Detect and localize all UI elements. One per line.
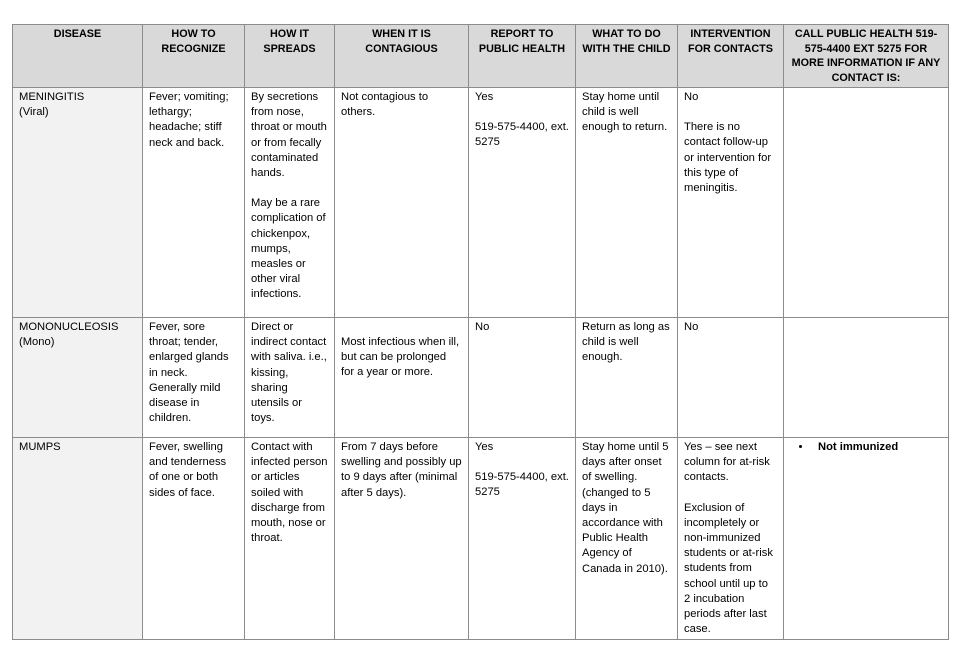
report-answer: Yes <box>475 91 494 103</box>
table-row-mononucleosis <box>13 318 949 438</box>
cell-contagious <box>335 318 469 438</box>
header-row <box>13 25 949 88</box>
cell-disease <box>13 318 143 438</box>
disease-subtype: (Viral) <box>19 106 49 119</box>
intervention-note: Exclusion of incompletely or non-immunized students or at-risk students from school until up to 2 incubation periods after last case. <box>684 501 773 636</box>
cell-spreads: Contact with infected person or articles soiled with discharge from mouth, nose or throat. <box>245 438 335 640</box>
spreads-text: By secretions from nose, throat or mouth or from fecally contaminated hands. <box>251 91 327 180</box>
disease-name: MENINGITIS <box>19 91 85 103</box>
table-row-meningitis <box>13 88 949 318</box>
cell-spreads: Direct or indirect contact with saliva. i.e., kissing, sharing utensils or toys. <box>245 318 335 438</box>
cell-report <box>469 88 576 318</box>
cell-call <box>784 438 949 640</box>
cell-disease <box>13 438 143 640</box>
disease-table <box>12 24 949 640</box>
cell-spreads <box>245 88 335 318</box>
cell-recognize: Fever, swelling and tenderness of one or both sides of face. <box>143 438 245 640</box>
header-what-to-do: WHAT TO DO WITH THE CHILD <box>576 25 678 88</box>
header-how-to-recognize: HOW TO RECOGNIZE <box>143 25 245 88</box>
intervention-answer: Yes – see next column for at-risk contacts. <box>684 441 770 484</box>
cell-intervention <box>678 438 784 640</box>
cell-child: Stay home until child is well enough to return. <box>576 88 678 318</box>
report-answer: Yes <box>475 441 494 453</box>
header-call-public-health: CALL PUBLIC HEALTH 519-575-4400 EXT 5275 FOR MORE INFORMATION IF ANY CONTACT IS: <box>784 25 949 88</box>
header-intervention: INTERVENTION FOR CONTACTS <box>678 25 784 88</box>
table-row-mumps <box>13 438 949 640</box>
cell-contagious: From 7 days before swelling and possibly up to 9 days after (minimal after 5 days). <box>335 438 469 640</box>
cell-child: Return as long as child is well enough. <box>576 318 678 438</box>
cell-disease <box>13 88 143 318</box>
spreads-note: May be a rare complication of chickenpox, mumps, measles or other viral infections. <box>251 197 326 301</box>
header-when-contagious: WHEN IT IS CONTAGIOUS <box>335 25 469 88</box>
disease-name: MONONUCLEOSIS <box>19 321 119 333</box>
cell-contagious: Not contagious to others. <box>335 88 469 318</box>
intervention-note: There is no contact follow-up or intervention for this type of meningitis. <box>684 121 772 195</box>
cell-call <box>784 318 949 438</box>
call-list-item: • Not immunized <box>812 440 942 455</box>
report-phone: 519-575-4400, ext. 5275 <box>475 471 569 499</box>
cell-recognize: Fever; vomiting; lethargy; headache; stiff neck and back. <box>143 88 245 318</box>
disease-subtype: (Mono) <box>19 336 55 349</box>
cell-intervention: No <box>678 318 784 438</box>
cell-recognize: Fever, sore throat; tender, enlarged glands in neck. Generally mild disease in children. <box>143 318 245 438</box>
disease-name: MUMPS <box>19 441 61 453</box>
cell-report: No <box>469 318 576 438</box>
call-list <box>790 440 942 455</box>
cell-report <box>469 438 576 640</box>
header-disease: DISEASE <box>13 25 143 88</box>
cell-intervention <box>678 88 784 318</box>
contagious-text: Most infectious when ill, but can be prolonged for a year or more. <box>341 336 460 379</box>
spacer <box>341 320 462 335</box>
header-report: REPORT TO PUBLIC HEALTH <box>469 25 576 88</box>
header-how-it-spreads: HOW IT SPREADS <box>245 25 335 88</box>
intervention-answer: No <box>684 91 699 103</box>
report-phone: 519-575-4400, ext. 5275 <box>475 121 569 149</box>
cell-child: Stay home until 5 days after onset of swelling. (changed to 5 days in accordance with Public Health Agency of Canada in 2010). <box>576 438 678 640</box>
cell-call <box>784 88 949 318</box>
